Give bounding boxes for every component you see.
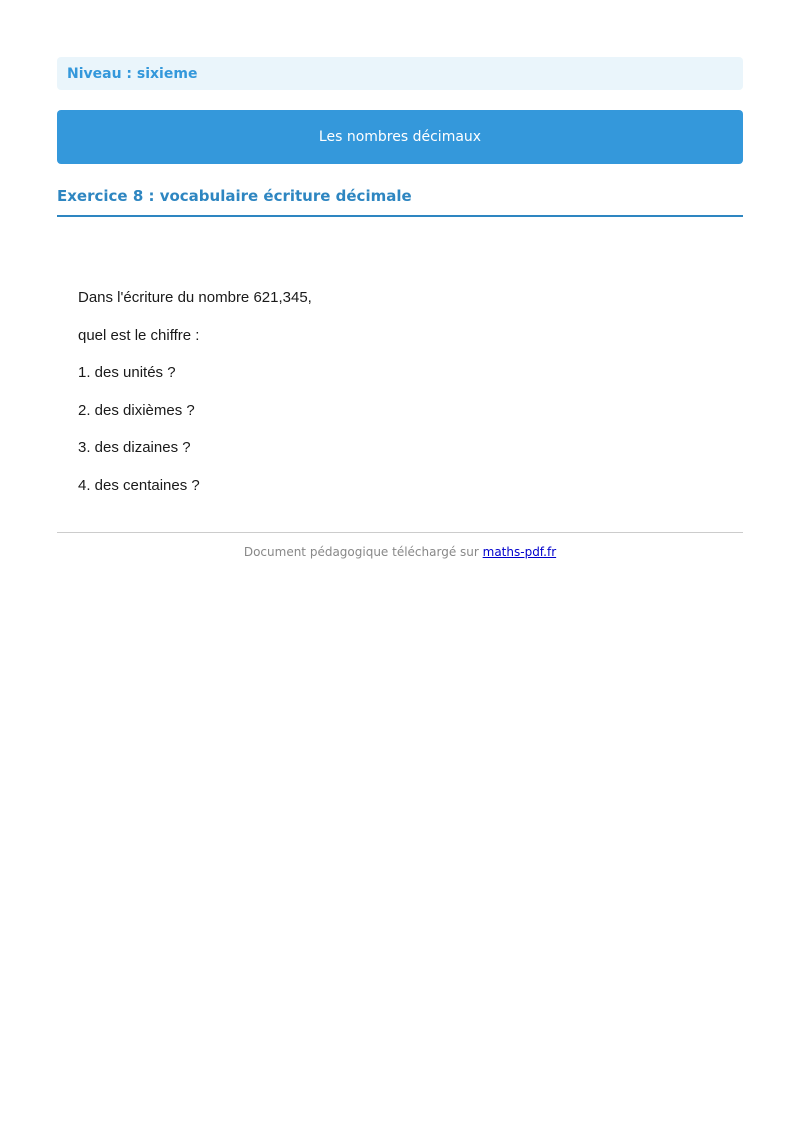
- footer-link[interactable]: maths-pdf.fr: [482, 545, 557, 559]
- level-label: Niveau : sixieme: [67, 65, 198, 82]
- question-item: 2. des dixièmes ?: [78, 401, 195, 419]
- level-bar: [57, 57, 743, 90]
- footer-divider: [57, 532, 743, 533]
- exercise-title: Exercice 8 : vocabulaire écriture décimale: [57, 187, 412, 205]
- question-item: 4. des centaines ?: [78, 476, 200, 494]
- exercise-statement: [57, 217, 743, 495]
- chapter-title: Les nombres décimaux: [318, 129, 482, 145]
- chapter-banner: [57, 110, 743, 164]
- page: [57, 57, 743, 559]
- exercise-heading: [57, 186, 743, 217]
- footer-text: Document pédagogique téléchargé sur: [243, 545, 483, 559]
- statement-line: Dans l'écriture du nombre 621,345,: [78, 289, 312, 306]
- statement-line: quel est le chiffre :: [78, 326, 200, 344]
- question-item: 3. des dizaines ?: [78, 439, 191, 456]
- footer: [57, 545, 743, 559]
- question-item: 1. des unités ?: [78, 364, 176, 381]
